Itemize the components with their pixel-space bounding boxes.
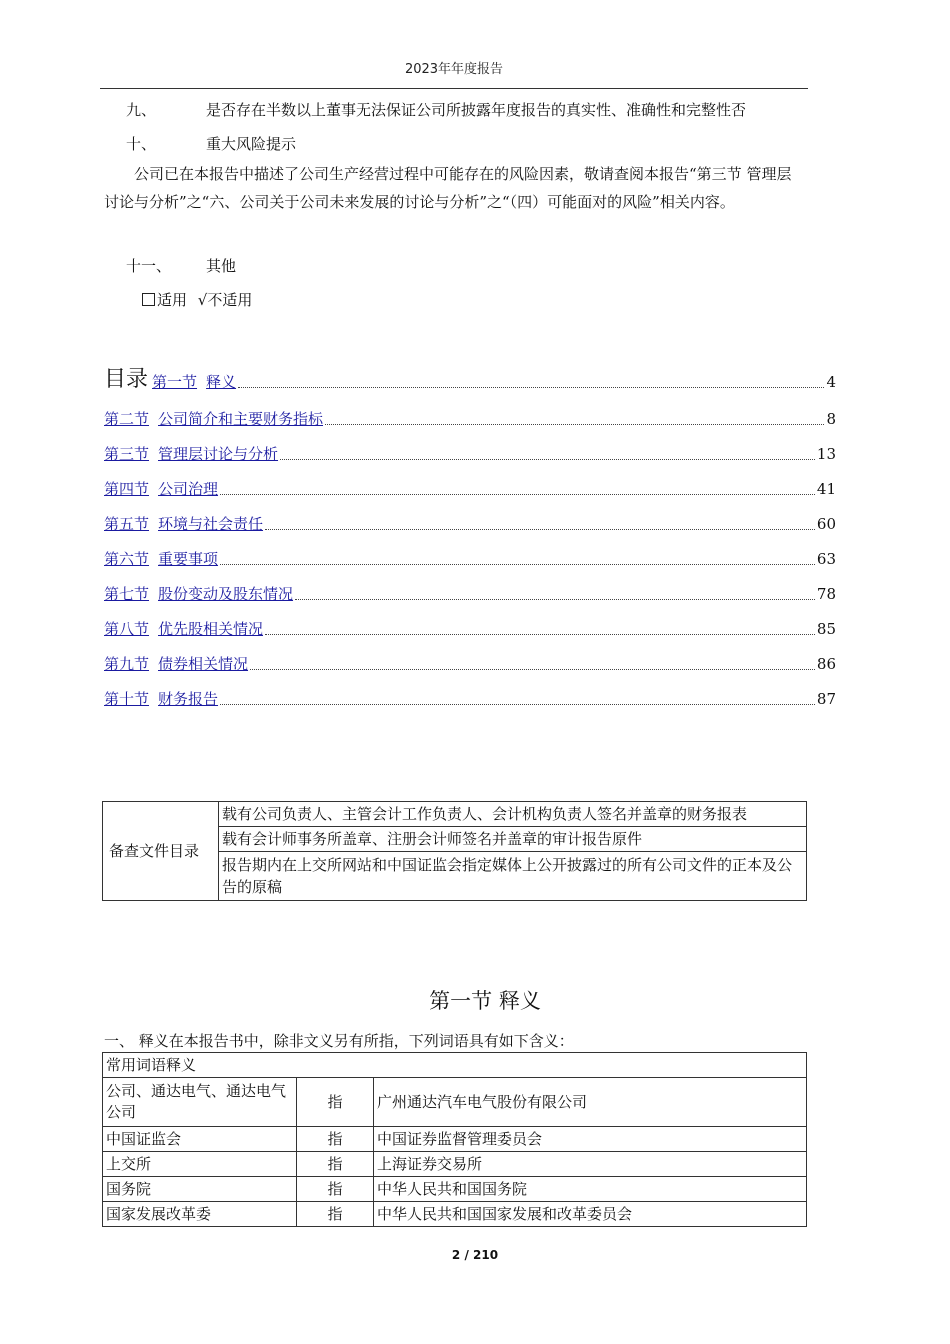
item-number: 十、 <box>126 135 157 153</box>
toc-link[interactable]: 第四节 公司治理 <box>104 480 219 498</box>
glossary-table <box>102 1052 807 1227</box>
option-applicable: 适用 <box>157 291 188 309</box>
term-cell: 中国证监会 <box>103 1127 297 1152</box>
toc-link[interactable]: 第七节 股份变动及股东情况 <box>104 585 294 603</box>
toc-page-number: 8 <box>826 410 836 428</box>
meaning-cell: 中华人民共和国国务院 <box>374 1177 807 1202</box>
table-cell: 载有会计师事务所盖章、注册会计师签名并盖章的审计报告原件 <box>219 827 807 852</box>
toc-page-number: 4 <box>826 373 836 391</box>
toc-page-number: 63 <box>816 550 836 568</box>
header-divider <box>100 88 808 89</box>
item-number: 九、 <box>126 101 157 119</box>
toc-page-number: 60 <box>816 515 836 533</box>
item-text: 是否存在半数以上董事无法保证公司所披露年度报告的真实性、准确性和完整性否 <box>206 101 747 119</box>
item-text: 重大风险提示 <box>206 135 297 153</box>
applicability-options <box>142 286 252 314</box>
toc-link[interactable]: 第一节 释义 <box>152 373 237 391</box>
refers-cell: 指 <box>297 1127 374 1152</box>
definitions-intro: 一、 释义在本报告书中，除非文义另有所指，下列词语具有如下含义： <box>104 1032 574 1050</box>
term-cell: 公司、通达电气、通达电气公司 <box>103 1078 297 1127</box>
toc-entry[interactable] <box>104 545 836 569</box>
item-number: 十一、 <box>126 257 172 275</box>
toc-page-number: 86 <box>816 655 836 673</box>
meaning-cell: 中国证券监督管理委员会 <box>374 1127 807 1152</box>
toc-link[interactable]: 第十节 财务报告 <box>104 690 219 708</box>
item-nine <box>126 96 746 124</box>
item-text: 其他 <box>206 257 237 275</box>
table-row <box>103 1152 807 1177</box>
toc-leader <box>265 528 815 530</box>
toc-page-number: 41 <box>816 480 836 498</box>
glossary-header: 常用词语释义 <box>103 1053 807 1078</box>
toc-entry[interactable] <box>104 580 836 604</box>
table-cell: 报告期内在上交所网站和中国证监会指定媒体上公开披露过的所有公司文件的正本及公告的原稿 <box>219 852 807 901</box>
toc-leader <box>220 703 815 705</box>
toc-link[interactable]: 第九节 债券相关情况 <box>104 655 249 673</box>
refers-cell: 指 <box>297 1152 374 1177</box>
refers-cell: 指 <box>297 1177 374 1202</box>
table-row <box>103 1177 807 1202</box>
term-cell: 上交所 <box>103 1152 297 1177</box>
toc-link[interactable]: 第三节 管理层讨论与分析 <box>104 445 279 463</box>
refers-cell: 指 <box>297 1202 374 1227</box>
toc-leader <box>295 598 815 600</box>
option-not-applicable: √不适用 <box>197 291 253 309</box>
refers-cell: 指 <box>297 1078 374 1127</box>
toc-link[interactable]: 第八节 优先股相关情况 <box>104 620 264 638</box>
meaning-cell: 广州通达汽车电气股份有限公司 <box>374 1078 807 1127</box>
reference-docs-table <box>102 801 807 901</box>
toc-leader <box>238 386 824 388</box>
toc-entry[interactable] <box>104 368 836 392</box>
item-eleven <box>126 252 236 280</box>
toc-leader <box>325 423 824 425</box>
reference-docs-label: 备查文件目录 <box>103 802 219 901</box>
item-ten <box>126 130 296 158</box>
term-cell: 国务院 <box>103 1177 297 1202</box>
toc-entry[interactable] <box>104 650 836 674</box>
toc-leader <box>220 563 815 565</box>
toc-leader <box>280 458 815 460</box>
toc-link[interactable]: 第二节 公司简介和主要财务指标 <box>104 410 324 428</box>
term-cell: 国家发展改革委 <box>103 1202 297 1227</box>
meaning-cell: 上海证券交易所 <box>374 1152 807 1177</box>
section-title: 第一节 释义 <box>429 989 541 1013</box>
table-row <box>103 802 807 827</box>
toc-page-number: 78 <box>816 585 836 603</box>
table-header-row <box>103 1053 807 1078</box>
risk-paragraph: 公司已在本报告中描述了公司生产经营过程中可能存在的风险因素，敬请查阅本报告“第三节 管理层讨论与分析”之“六、公司关于公司未来发展的讨论与分析”之“（四）可能面对的风险”相关内容。 <box>104 165 792 211</box>
toc-leader <box>250 668 815 670</box>
table-cell: 载有公司负责人、主管会计工作负责人、会计机构负责人签名并盖章的财务报表 <box>219 802 807 827</box>
toc-page-number: 87 <box>816 690 836 708</box>
toc-leader <box>265 633 815 635</box>
toc-link[interactable]: 第五节 环境与社会责任 <box>104 515 264 533</box>
toc-page-number: 85 <box>816 620 836 638</box>
toc-entry[interactable] <box>104 405 836 429</box>
meaning-cell: 中华人民共和国国家发展和改革委员会 <box>374 1202 807 1227</box>
page-header: 2023年年度报告 <box>404 62 504 77</box>
toc-entry[interactable] <box>104 510 836 534</box>
table-row <box>103 1127 807 1152</box>
toc-leader <box>220 493 815 495</box>
toc-link[interactable]: 第六节 重要事项 <box>104 550 219 568</box>
table-row <box>103 1202 807 1227</box>
toc-label: 目录 <box>104 367 149 392</box>
table-row <box>103 1078 807 1127</box>
checkbox-icon <box>142 293 155 306</box>
toc-entry[interactable] <box>104 440 836 464</box>
toc-entry[interactable] <box>104 615 836 639</box>
toc-entry[interactable] <box>104 475 836 499</box>
page-number: 2 / 210 <box>451 1248 499 1262</box>
toc-entry[interactable] <box>104 685 836 709</box>
toc-page-number: 13 <box>816 445 836 463</box>
